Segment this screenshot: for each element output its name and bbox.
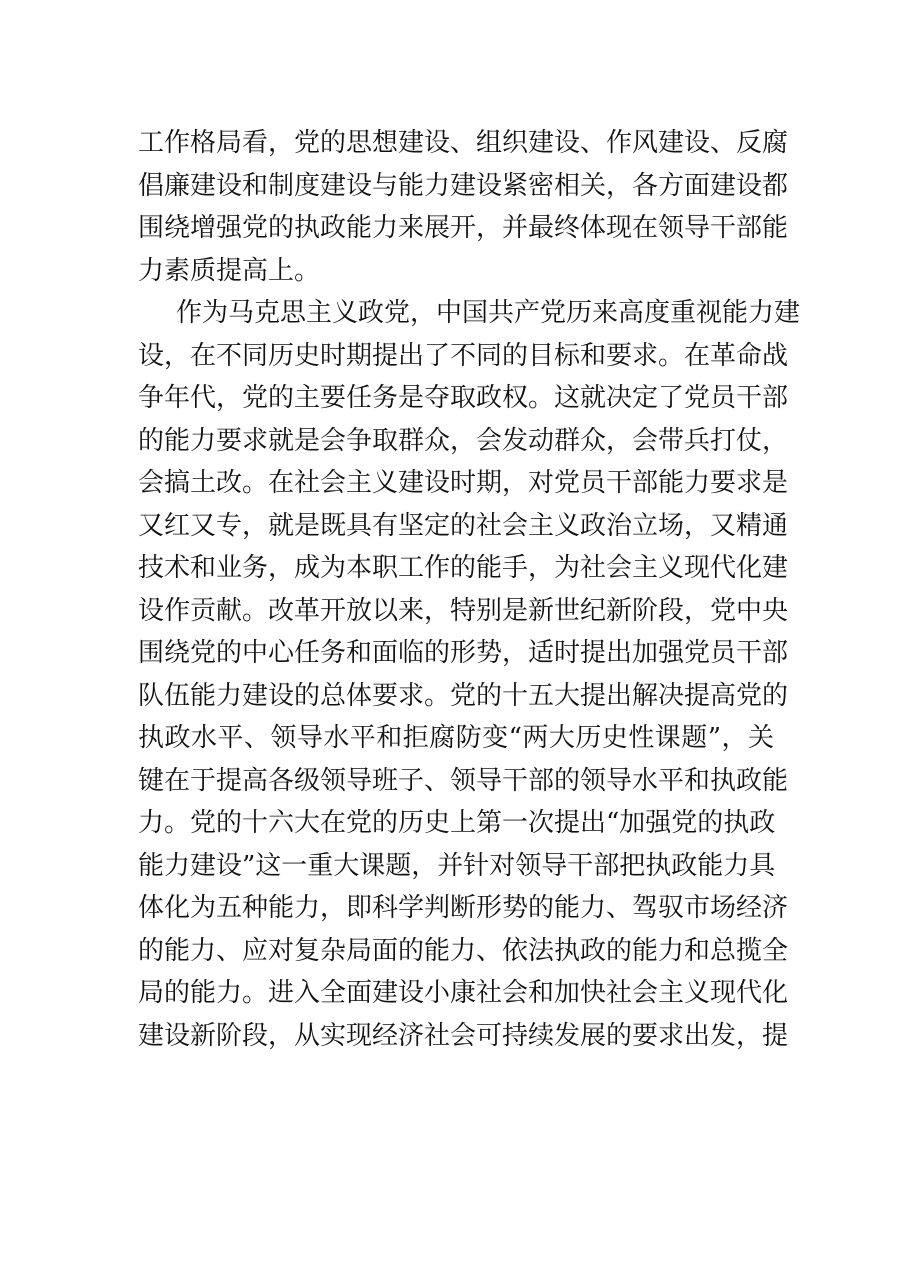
text-line: 队伍能力建设的总体要求。党的十五大提出解决提高党的 xyxy=(138,680,789,711)
text-line: 又红又专，就是既具有坚定的社会主义政治立场，又精通 xyxy=(138,510,789,541)
text-line: 的能力要求就是会争取群众，会发动群众，会带兵打仗， xyxy=(138,425,789,456)
text-line: 执政水平、领导水平和拒腐防变“两大历史性课题”，关 xyxy=(138,723,774,753)
text-line: 倡廉建设和制度建设与能力建设紧密相关，各方面建设都 xyxy=(138,170,789,201)
text-line: 局的能力。进入全面建设小康社会和加快社会主义现代化 xyxy=(138,978,789,1008)
text-line: 会搞土改。在社会主义建设时期，对党员干部能力要求是 xyxy=(138,468,789,498)
text-line: 工作格局看，党的思想建设、组织建设、作风建设、反腐 xyxy=(138,128,789,158)
body-text xyxy=(138,122,801,1057)
text-line: 的能力、应对复杂局面的能力、依法执政的能力和总揽全 xyxy=(138,935,789,966)
text-line: 争年代，党的主要任务是夺取政权。这就决定了党员干部 xyxy=(138,383,789,413)
text-line: 力素质提高上。 xyxy=(138,255,321,286)
text-line: 力。党的十六大在党的历史上第一次提出“加强党的执政 xyxy=(138,808,776,838)
text-line: 设作贡献。改革开放以来，特别是新世纪新阶段，党中央 xyxy=(138,595,789,626)
text-line: 能力建设”这一重大课题，并针对领导干部把执政能力具 xyxy=(138,850,776,881)
text-line: 围绕党的中心任务和面临的形势，适时提出加强党员干部 xyxy=(138,638,789,668)
text-line: 建设新阶段，从实现经济社会可持续发展的要求出发，提 xyxy=(138,1020,789,1051)
text-line: 键在于提高各级领导班子、领导干部的领导水平和执政能 xyxy=(138,765,789,796)
text-line: 作为马克思主义政党，中国共产党历来高度重视能力建 xyxy=(176,298,801,328)
text-line: 体化为五种能力，即科学判断形势的能力、驾驭市场经济 xyxy=(138,893,789,923)
paragraph-2 xyxy=(138,292,801,1057)
text-line: 围绕增强党的执政能力来展开，并最终体现在领导干部能 xyxy=(138,213,789,243)
text-line: 设，在不同历史时期提出了不同的目标和要求。在革命战 xyxy=(138,340,789,371)
text-line: 技术和业务，成为本职工作的能手，为社会主义现代化建 xyxy=(138,553,789,583)
paragraph-1 xyxy=(138,122,789,292)
